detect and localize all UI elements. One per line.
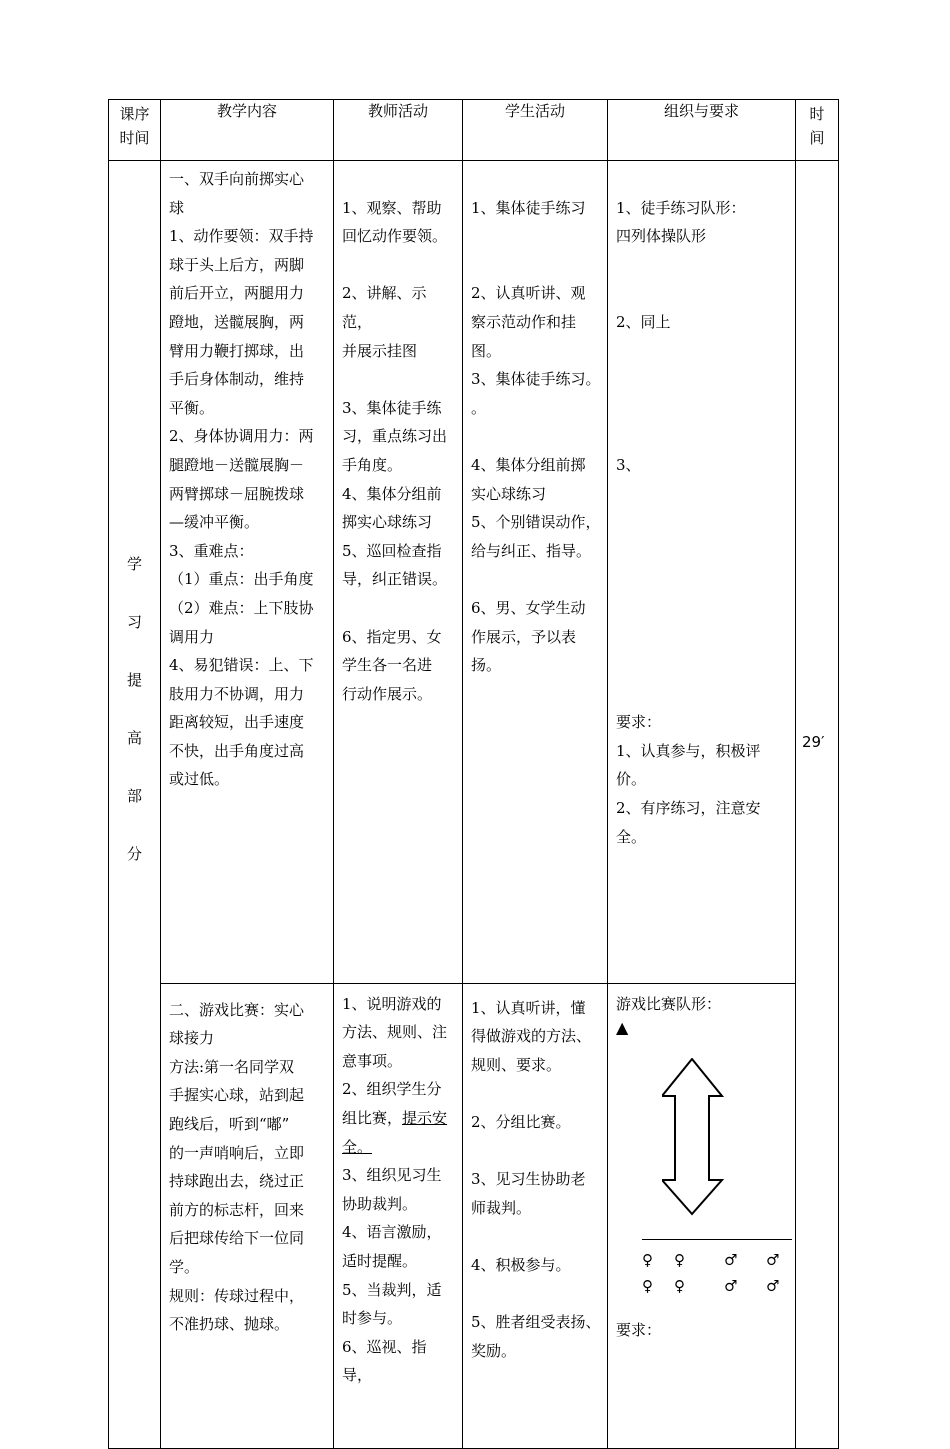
text-line: 肢用力不协调，用力 (169, 684, 305, 703)
text-line (616, 365, 789, 394)
text-line: 二、游戏比赛：实心 (169, 1000, 305, 1019)
section-label (109, 161, 161, 1449)
text-line: 不快，出手角度过高 (169, 741, 305, 760)
row2-teacher-line: 协助裁判。 (342, 1194, 418, 1213)
row2-teacher-line: 4、语言激励， (342, 1223, 442, 1242)
text-line (471, 1079, 601, 1108)
text-line: 手角度。 (342, 455, 403, 474)
text-line: 跑线后，听到“嘟” (169, 1115, 290, 1133)
text-line (616, 279, 789, 308)
text-line: 平衡。 (169, 398, 215, 417)
section-label-char: 部 (126, 787, 142, 805)
row2-teacher-line: 方法、规则、注 (342, 1023, 448, 1042)
text-line: 5、胜者组受表扬、 (471, 1313, 601, 1332)
row2-teacher-line: 适时提醒。 (342, 1251, 418, 1270)
text-line: 1、观察、帮助 (342, 198, 442, 217)
text-line: （2）难点：上下肢协 (169, 598, 314, 617)
safety-reminder-text-end: 全。 (342, 1137, 373, 1156)
text-line: 习，重点练习出 (342, 427, 448, 446)
text-line: 3、集体徒手练习。 (471, 370, 601, 389)
row2-teacher-cell (334, 983, 463, 1448)
text-line: （1）重点：出手角度 (169, 570, 314, 589)
text-line (616, 594, 789, 623)
row2-teacher-line: 2、组织学生分 (342, 1080, 442, 1099)
text-line: 或过低。 (169, 770, 230, 789)
game-formation-diagram (616, 1018, 789, 1296)
text-line: 回忆动作要领。 (342, 227, 448, 246)
text-line: 得做游戏的方法、 (471, 1027, 592, 1046)
section-row-2 (109, 983, 839, 1448)
text-line (616, 537, 789, 566)
text-line: 学生各一名进 (342, 656, 433, 675)
row2-student-lines (471, 994, 601, 1366)
section-label-char: 分 (126, 845, 142, 863)
row2-content-cell (161, 983, 334, 1448)
text-line: 腿蹬地－送髋展胸－ (169, 455, 305, 474)
row1-teacher-lines (342, 165, 456, 708)
text-line: 球 (169, 198, 185, 217)
text-line: 2、同上 (616, 312, 671, 331)
text-line (616, 508, 789, 537)
text-line: 行动作展示。 (342, 684, 433, 703)
text-line: 2、分组比赛。 (471, 1113, 571, 1131)
row2-teacher-line: 5、当裁判，适 (342, 1280, 442, 1299)
row1-content-cell (161, 161, 334, 984)
text-line (616, 394, 789, 423)
header-seq-label: 课序 (119, 105, 150, 123)
text-line: 球接力 (169, 1029, 215, 1048)
text-line: 给与纠正、指导。 (471, 541, 592, 560)
text-line: 后把球传给下一位同 (169, 1229, 305, 1248)
text-line: 2、认真听讲、观 (471, 284, 586, 303)
text-line: 6、男、女学生动 (471, 598, 586, 617)
text-line: 4、易犯错误：上、下 (169, 656, 314, 675)
text-line: 5、巡回检查指 (342, 541, 442, 560)
text-line: 2、有序练习，注意安全。 (616, 799, 761, 846)
text-line: 导，纠正错误。 (342, 570, 448, 589)
text-line (342, 365, 456, 394)
male-student-icon: ♂ (724, 1277, 738, 1296)
text-line: 察示范动作和挂 (471, 312, 577, 331)
header-content: 教学内容 (161, 100, 334, 161)
text-line: 规则、要求。 (471, 1055, 562, 1074)
section-label-char: 学 (126, 555, 142, 573)
header-student: 学生活动 (463, 100, 608, 161)
game-requirement-label: 要求： (616, 1321, 662, 1340)
text-line (471, 565, 601, 594)
row1-student-cell (463, 161, 608, 984)
text-line (471, 1280, 601, 1309)
formation-row (616, 1246, 801, 1272)
text-line: 前后开立，两腿用力 (169, 284, 305, 303)
text-line (616, 480, 789, 509)
text-line (471, 422, 601, 451)
text-line: 4、集体分组前掷 (471, 455, 586, 474)
text-line: 手握实心球，站到起 (169, 1086, 305, 1105)
row2-teacher-line: 1、说明游戏的 (342, 994, 442, 1013)
header-row (109, 100, 839, 161)
row1-content-lines (169, 165, 327, 794)
safety-reminder-text: 提示安 (402, 1109, 448, 1127)
section-label-char: 高 (126, 729, 142, 747)
text-line: 臂用力鞭打掷球，出 (169, 341, 305, 360)
text-line: 规则：传球过程中， (169, 1286, 305, 1305)
text-line (342, 594, 456, 623)
text-line: 6、指定男、女 (342, 627, 442, 646)
text-line (471, 1222, 601, 1251)
header-time-char-1: 时 (809, 105, 825, 123)
text-line: 。 (471, 398, 487, 417)
row2-teacher-line (342, 1104, 456, 1133)
student-formation (616, 1246, 801, 1298)
male-student-icon: ♂ (766, 1277, 780, 1296)
header-time-char-2: 间 (809, 129, 825, 147)
text-line: 5、个别错误动作， (471, 513, 601, 532)
text-line (342, 251, 456, 280)
header-seq-time (109, 100, 161, 161)
female-student-icon: ♀ (674, 1277, 685, 1296)
female-student-icon: ♀ (674, 1251, 685, 1270)
text-line: 不准扔球、抛球。 (169, 1315, 290, 1334)
row1-student-lines (471, 165, 601, 680)
text-line (616, 565, 789, 594)
text-line (616, 623, 789, 652)
male-student-icon: ♂ (766, 1251, 780, 1270)
row2-teacher-line: 6、巡视、指导， (342, 1337, 427, 1385)
text-line: 实心球练习 (471, 484, 547, 503)
text-line: 学。 (169, 1257, 200, 1276)
text-line: 球于头上后方，两脚 (169, 255, 305, 274)
text-line: 图。 (471, 341, 502, 360)
section-label-char: 提 (126, 671, 142, 689)
row1-organize-cell (608, 161, 796, 984)
text-line: 距离较短，出手速度 (169, 713, 305, 732)
text-line: 一、双手向前掷实心 (169, 170, 305, 188)
game-formation-title: 游戏比赛队形： (616, 994, 722, 1013)
text-line (616, 651, 789, 680)
lesson-plan-table (108, 99, 839, 1449)
text-line: 的一声哨响后，立即 (169, 1143, 305, 1162)
row1-organize-lines (616, 165, 789, 851)
text-line: 两臂掷球－屈腕拨球 (169, 484, 305, 503)
section-label-char: 习 (126, 613, 142, 631)
row2-content-lines (169, 996, 327, 1339)
row2-organize-cell (608, 983, 796, 1448)
start-line (642, 1239, 792, 1240)
female-student-icon: ♀ (642, 1251, 653, 1270)
text-line: 掷实心球练习 (342, 513, 433, 532)
text-line: 作展示，予以表 (471, 627, 577, 646)
text-line: 4、集体分组前 (342, 484, 442, 503)
time-value: 29′ (796, 161, 839, 1449)
text-line (616, 251, 789, 280)
text-line (471, 165, 601, 194)
text-line: 奖励。 (471, 1341, 517, 1360)
text-line: 师裁判。 (471, 1198, 532, 1217)
text-line: 要求： (616, 713, 662, 732)
text-line: 1、徒手练习队形： (616, 198, 746, 217)
text-line (616, 422, 789, 451)
row1-teacher-cell (334, 161, 463, 984)
text-line: 4、积极参与。 (471, 1255, 571, 1274)
text-line (471, 222, 601, 251)
row2-teacher-text: 组比赛， (342, 1109, 403, 1127)
text-line (616, 337, 789, 366)
text-line: 持球跑出去，绕过正 (169, 1172, 305, 1191)
text-line (616, 680, 789, 709)
text-line: 3、集体徒手练 (342, 398, 442, 417)
double-arrow-icon (662, 1058, 742, 1218)
text-line: 方法:第一名同学双 (169, 1057, 295, 1076)
text-line: 2、讲解、示范， (342, 284, 427, 331)
formation-row (616, 1272, 801, 1298)
text-line: 调用力 (169, 627, 215, 646)
header-teacher: 教师活动 (334, 100, 463, 161)
text-line: 1、认真听讲，懂 (471, 998, 586, 1017)
row2-teacher-line: 3、组织见习生 (342, 1166, 442, 1185)
row2-student-cell (463, 983, 608, 1448)
text-line (616, 165, 789, 194)
text-line: 蹬地，送髋展胸，两 (169, 312, 305, 331)
header-time-label: 时间 (119, 129, 150, 147)
text-line (342, 165, 456, 194)
text-line: 1、集体徒手练习 (471, 198, 586, 217)
text-line (471, 1137, 601, 1166)
text-line: 1、认真参与，积极评价。 (616, 741, 761, 789)
text-line (471, 251, 601, 280)
teacher-position-icon: ▲ (616, 1018, 629, 1038)
text-line: 3、见习生协助老 (471, 1170, 586, 1189)
text-line: —缓冲平衡。 (169, 513, 260, 532)
text-line: 扬。 (471, 656, 502, 675)
header-time (796, 100, 839, 161)
text-line: 前方的标志杆，回来 (169, 1200, 305, 1219)
text-line: 手后身体制动，维持 (169, 370, 305, 389)
row2-teacher-line: 意事项。 (342, 1051, 403, 1070)
section-row-1 (109, 161, 839, 984)
header-organize: 组织与要求 (608, 100, 796, 161)
text-line: 并展示挂图 (342, 341, 418, 360)
text-line: 2、身体协调用力：两 (169, 427, 314, 446)
text-line: 1、动作要领：双手持 (169, 227, 314, 246)
row2-teacher-line: 时参与。 (342, 1309, 403, 1328)
text-line: 3、重难点： (169, 541, 254, 560)
text-line: 四列体操队形 (616, 227, 707, 246)
text-line: 3、 (616, 455, 641, 474)
female-student-icon: ♀ (642, 1277, 653, 1296)
male-student-icon: ♂ (724, 1251, 738, 1270)
